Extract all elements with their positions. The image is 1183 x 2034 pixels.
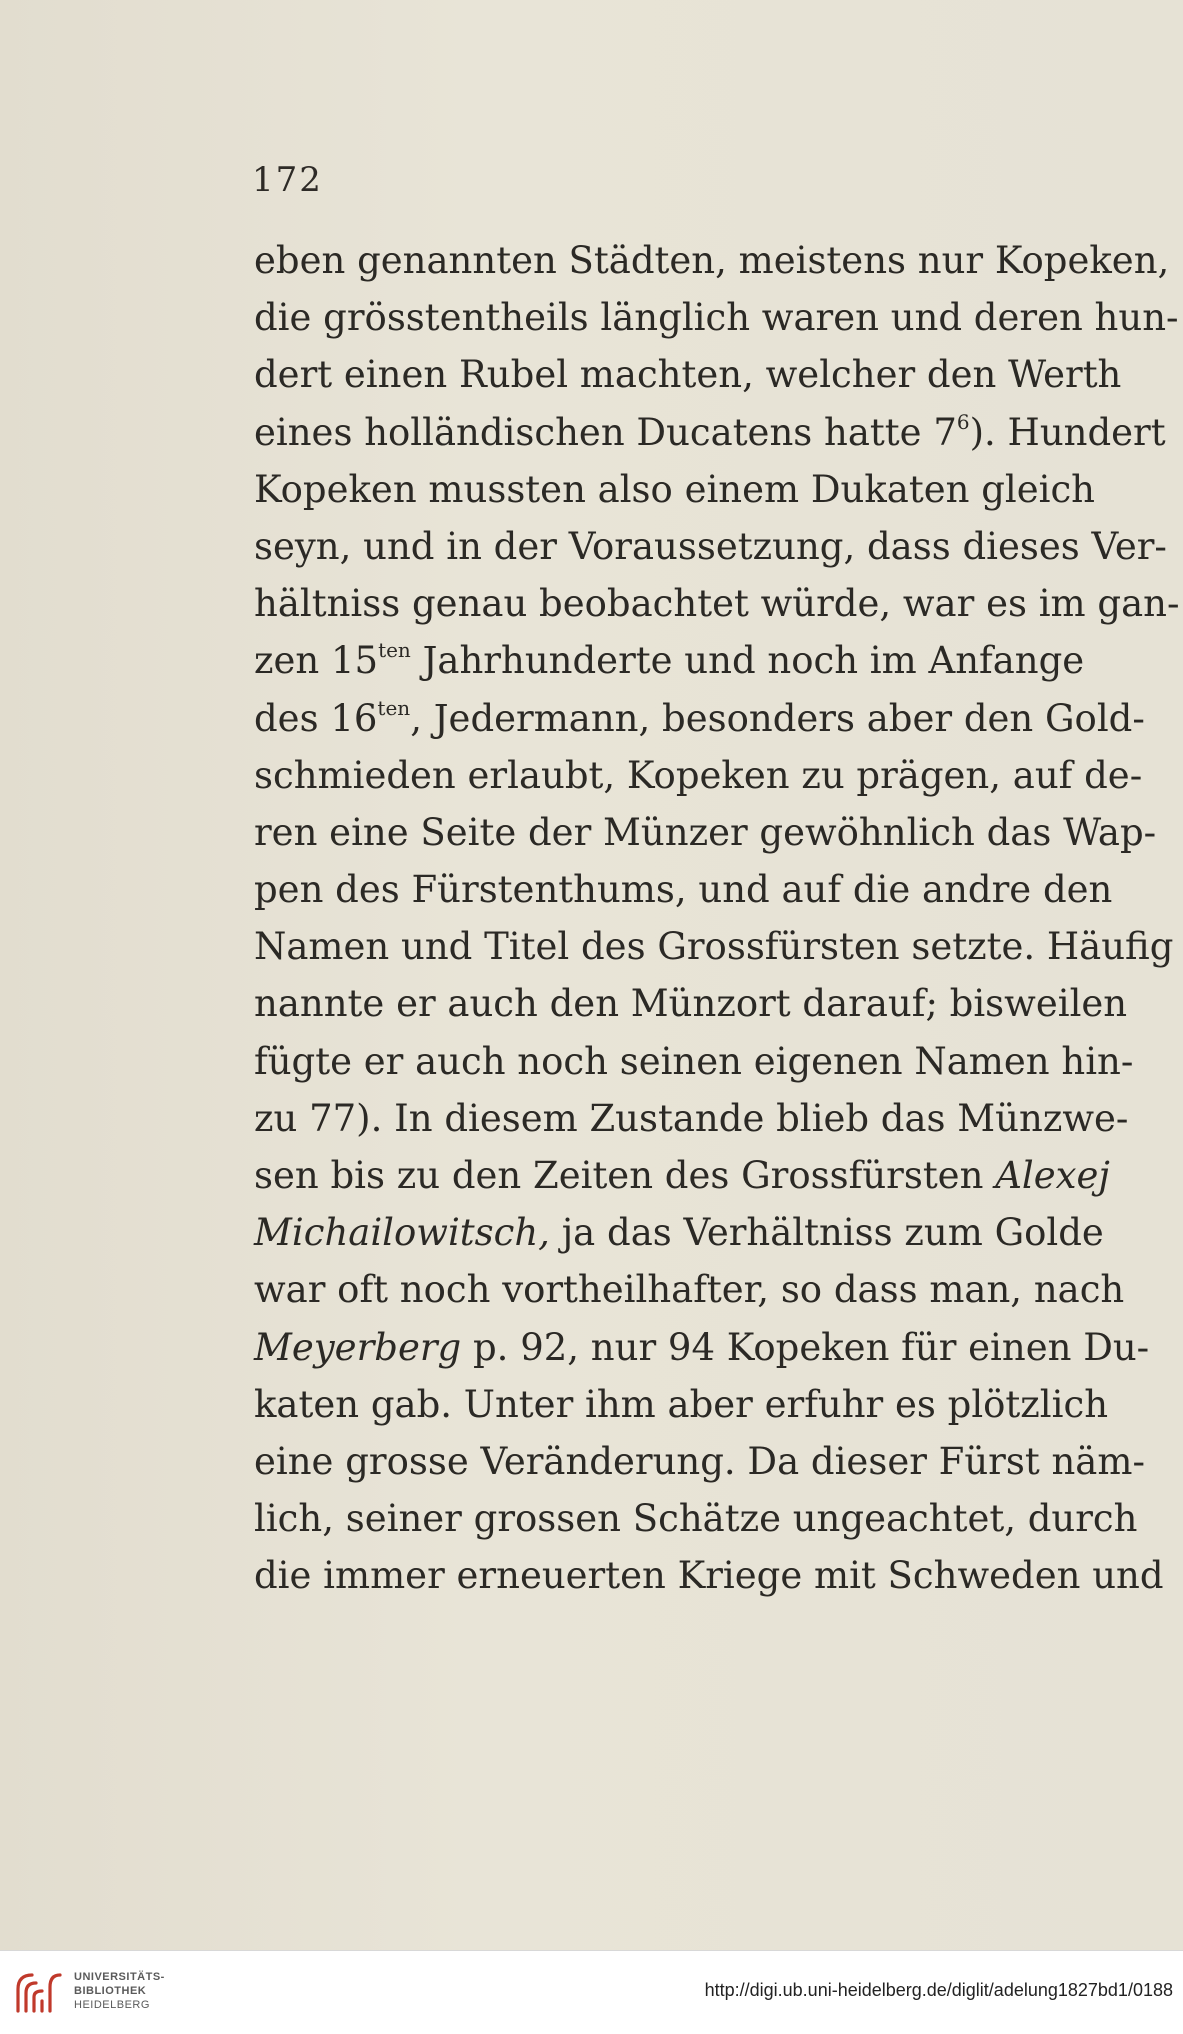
text-run: zen 15: [254, 639, 379, 683]
text-run: ren eine Seite der Münzer gewöhnlich das Wap-: [254, 810, 1157, 854]
text-line: [254, 232, 1170, 289]
permalink-url[interactable]: http://digi.ub.uni-heidelberg.de/diglit/adelung1827bd1/0188: [704, 1980, 1173, 2000]
text-line: [254, 1433, 1145, 1490]
text-line: [254, 804, 1157, 861]
library-name-line-2: BIBLIOTHEK: [74, 1985, 147, 1997]
text-run: dert einen Rubel machten, welcher den Werth: [254, 353, 1122, 397]
text-run: ). Hundert: [969, 410, 1166, 454]
library-name: [74, 1970, 165, 2012]
text-line: [254, 747, 1143, 804]
text-line: [254, 861, 1113, 918]
library-name-line-3: HEIDELBERG: [74, 1999, 150, 2011]
italic-name: Meyerberg: [254, 1325, 462, 1369]
library-name-line-1: UNIVERSITÄTS-: [74, 1971, 165, 1983]
text-line: [254, 404, 1166, 461]
text-run: p. 92, nur 94 Kopeken für einen Du-: [461, 1325, 1150, 1369]
text-run: war oft noch vortheilhafter, so dass man, nach: [254, 1268, 1125, 1312]
text-run: seyn, und in der Voraussetzung, dass dieses Ver-: [254, 524, 1167, 568]
text-line: [254, 1204, 1104, 1261]
text-run: die immer erneuerten Kriege mit Schweden und: [254, 1554, 1164, 1598]
text-line: [254, 518, 1167, 575]
text-line: [254, 1147, 1110, 1204]
text-line: [254, 1490, 1138, 1547]
text-line: [254, 975, 1128, 1032]
text-run: nannte er auch den Münzort darauf; bisweilen: [254, 982, 1128, 1026]
text-run: Namen und Titel des Grossfürsten setzte. Häufig: [254, 925, 1174, 969]
text-run: fügte er auch noch seinen eigenen Namen hin-: [254, 1039, 1134, 1083]
italic-name: Alexej: [995, 1154, 1110, 1197]
text-line: [254, 1033, 1134, 1090]
footer-bar: [0, 1950, 1183, 2034]
text-run: zu 77). In diesem Zustande blieb das Münzwe-: [254, 1096, 1129, 1140]
text-run: eines holländischen Ducatens hatte 7: [254, 410, 957, 454]
text-run: eine grosse Veränderung. Da dieser Fürst näm-: [254, 1439, 1145, 1483]
heidelberg-library-logo-icon: [12, 1967, 64, 2019]
text-run: hältniss genau beobachtet würde, war es im gan-: [254, 582, 1180, 626]
text-line: [254, 575, 1180, 632]
text-run: eben genannten Städten, meistens nur Kopeken,: [254, 239, 1170, 282]
text-run: Jahrhunderte und noch im Anfange: [410, 639, 1085, 683]
text-run: lich, seiner grossen Schätze ungeachtet, durch: [254, 1497, 1138, 1541]
text-line: [254, 690, 1145, 747]
page-number: 172: [252, 160, 323, 200]
footnote-superscript: ten: [378, 638, 411, 663]
text-run: Kopeken mussten also einem Dukaten gleich: [254, 467, 1096, 511]
text-line: [254, 1090, 1129, 1147]
text-run: ja das Verhältniss zum Golde: [549, 1211, 1104, 1255]
text-line: [254, 289, 1179, 346]
text-line: [254, 346, 1122, 403]
footnote-superscript: ten: [377, 695, 411, 720]
text-line: [254, 1547, 1164, 1604]
italic-name: Michailowitsch,: [254, 1211, 550, 1255]
text-run: des 16: [254, 696, 378, 740]
text-run: sen bis zu den Zeiten des Grossfürsten: [254, 1154, 996, 1197]
text-line: [254, 918, 1174, 975]
text-run: , Jedermann, besonders aber den Gold-: [410, 696, 1145, 740]
text-run: schmieden erlaubt, Kopeken zu prägen, auf de-: [254, 753, 1143, 797]
text-run: katen gab. Unter ihm aber erfuhr es plötzlich: [254, 1382, 1109, 1426]
body-text: [254, 232, 1180, 1605]
text-run: die grösstentheils länglich waren und deren hun-: [254, 296, 1179, 340]
text-line: [254, 632, 1085, 689]
text-line: [254, 1261, 1125, 1318]
footnote-superscript: 6: [956, 409, 970, 434]
text-line: [254, 1376, 1109, 1433]
text-line: [254, 461, 1096, 518]
text-run: pen des Fürstenthums, und auf die andre den: [254, 868, 1113, 912]
text-line: [254, 1319, 1150, 1376]
